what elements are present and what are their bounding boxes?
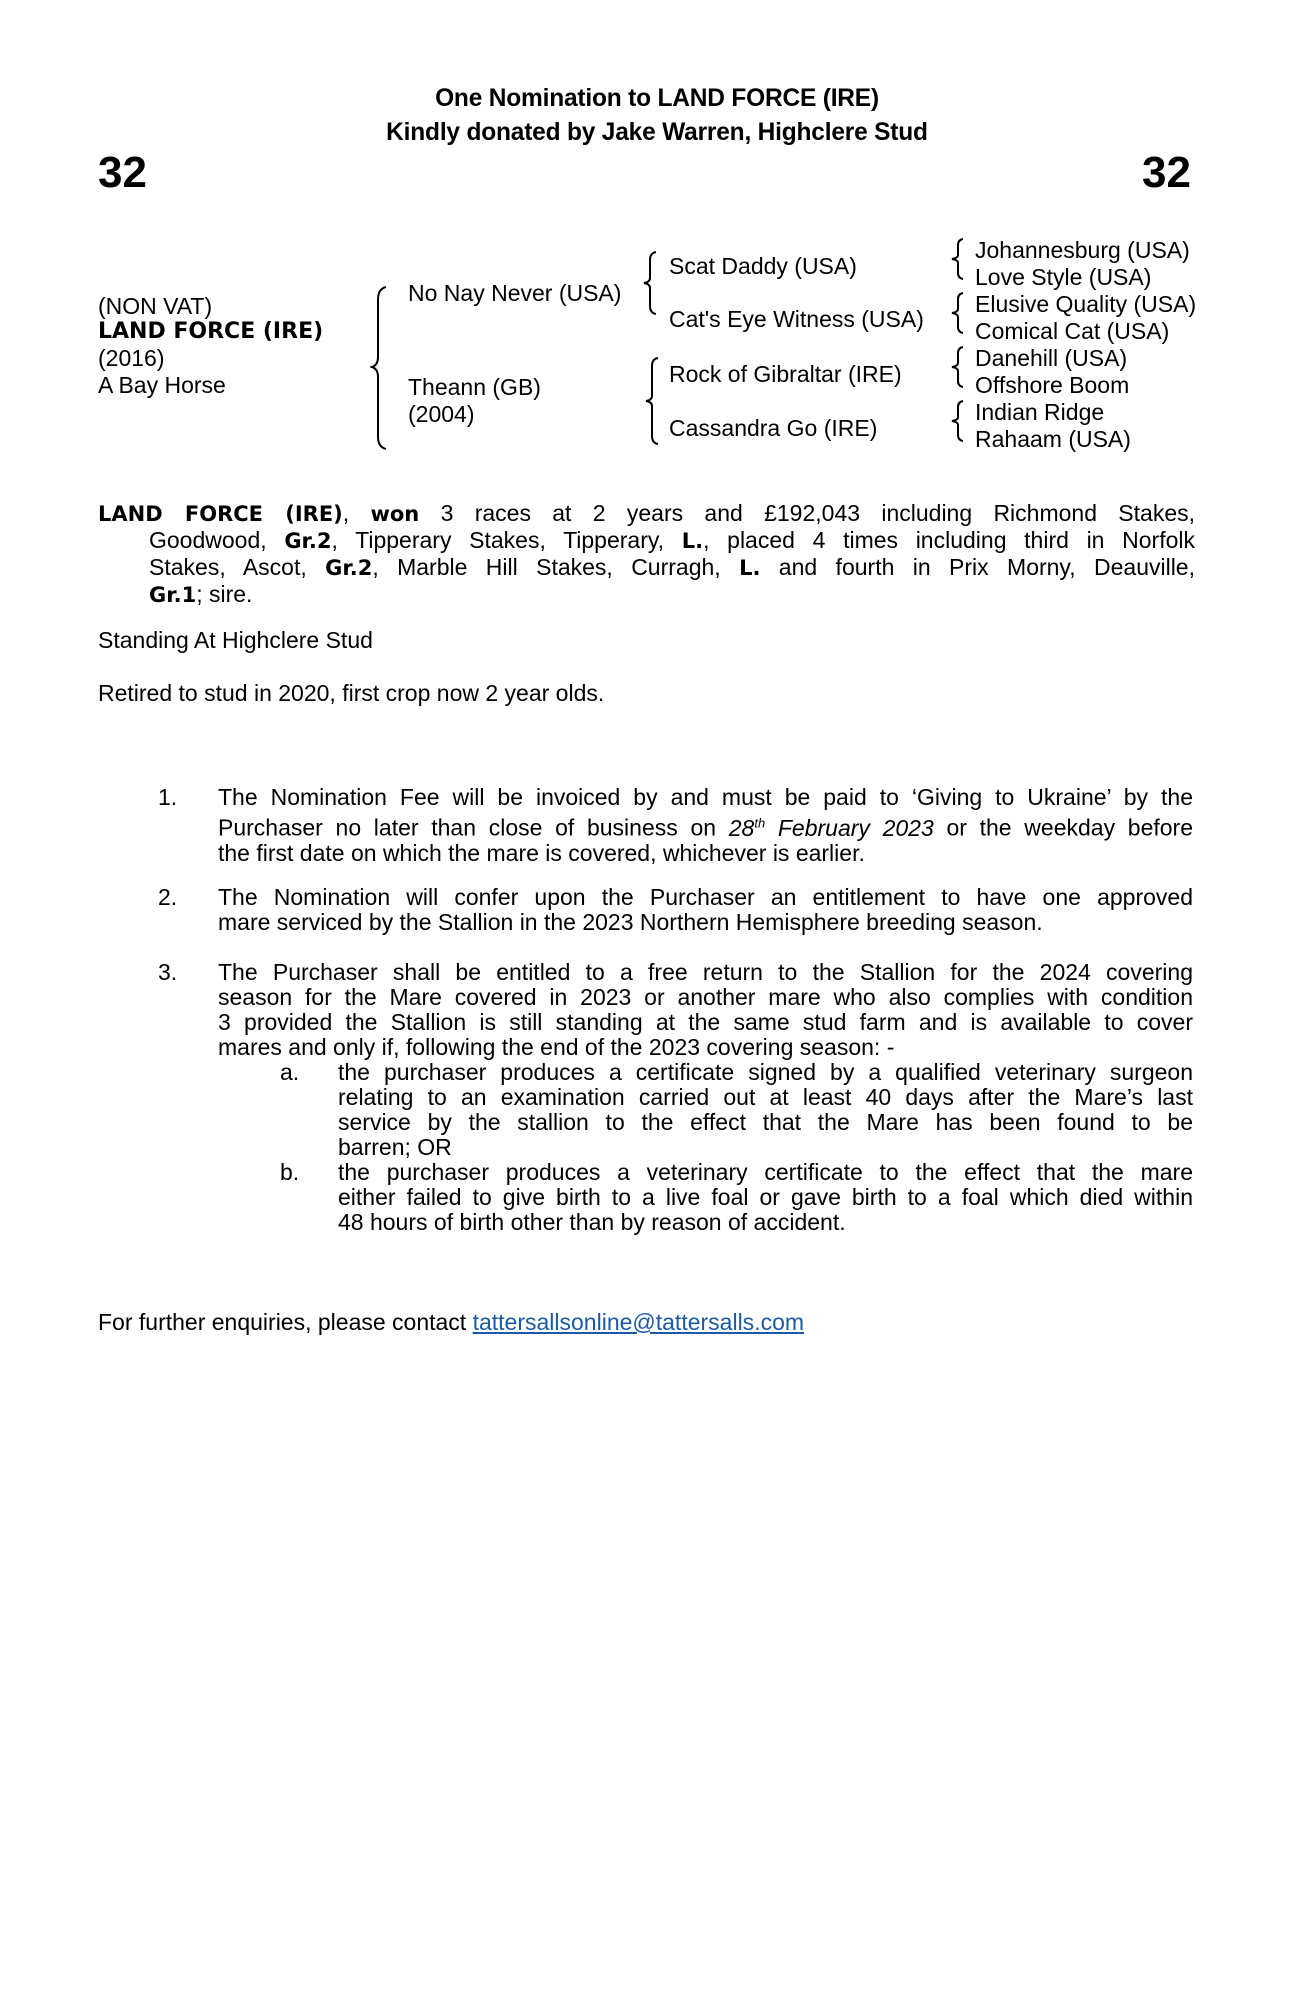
dam-dam: Cassandra Go (IRE) [669, 415, 878, 441]
listed-badge: L. [739, 556, 761, 580]
brace-icon [950, 399, 966, 443]
standing-at: Standing At Highclere Stud [98, 627, 373, 653]
grandparent: Offshore Boom [975, 372, 1130, 398]
brace-icon [950, 291, 966, 335]
sire-sire: Scat Daddy (USA) [669, 253, 857, 279]
dam-year: (2004) [408, 401, 475, 427]
record-horse-name: LAND FORCE (IRE) [98, 502, 343, 526]
brace-icon [950, 345, 966, 389]
grandparent: Johannesburg (USA) [975, 237, 1190, 263]
retired-note: Retired to stud in 2020, first crop now 2 year olds. [98, 680, 605, 706]
foaled-year: (2016) [98, 345, 165, 371]
lot-number-right: 32 [1142, 148, 1191, 197]
grandparent: Danehill (USA) [975, 345, 1128, 371]
contact-email-link[interactable]: tattersallsonline@tattersalls.com [472, 1309, 805, 1335]
lot-number-left: 32 [98, 148, 147, 197]
listed-badge: L. [681, 529, 704, 553]
brace-icon [950, 237, 966, 281]
sire: No Nay Never (USA) [408, 280, 622, 306]
grandparent: Rahaam (USA) [975, 426, 1131, 452]
donor-subtitle: Kindly donated by Jake Warren, Highclere Stud [386, 118, 928, 146]
dam-sire: Rock of Gibraltar (IRE) [669, 361, 902, 387]
vat-status: (NON VAT) [98, 293, 213, 319]
document-title: One Nomination to LAND FORCE (IRE) [435, 84, 879, 112]
record-won: won [370, 502, 420, 526]
grade-badge: Gr.1 [149, 583, 197, 607]
grandparent: Comical Cat (USA) [975, 318, 1170, 344]
horse-description: A Bay Horse [98, 372, 226, 398]
contact-line: For further enquiries, please contact tattersallsonline@tattersalls.com [98, 1309, 805, 1335]
race-record: LAND FORCE (IRE), won 3 races at 2 years and £192,043 including Richmond Stakes, Goodwood, Gr.2, Tipperary Stakes, Tipperary, L., placed 4 times including third in Norfolk Stakes, Ascot, Gr.2, Marble Hill Stakes, Curragh, L. and fourth in Prix Morny, Deauville, Gr.1; sire. [98, 500, 1196, 607]
grade-badge: Gr.2 [284, 529, 332, 553]
brace-icon [642, 250, 660, 316]
grade-badge: Gr.2 [325, 556, 373, 580]
grandparent: Indian Ridge [975, 399, 1105, 425]
sire-dam: Cat's Eye Witness (USA) [669, 306, 924, 332]
brace-icon [644, 356, 662, 446]
horse-name: LAND FORCE (IRE) [98, 319, 324, 344]
grandparent: Elusive Quality (USA) [975, 291, 1197, 317]
deadline-date: 28th February 2023 [728, 814, 934, 841]
dam: Theann (GB) [408, 374, 541, 400]
brace-icon [370, 285, 390, 450]
grandparent: Love Style (USA) [975, 264, 1152, 290]
